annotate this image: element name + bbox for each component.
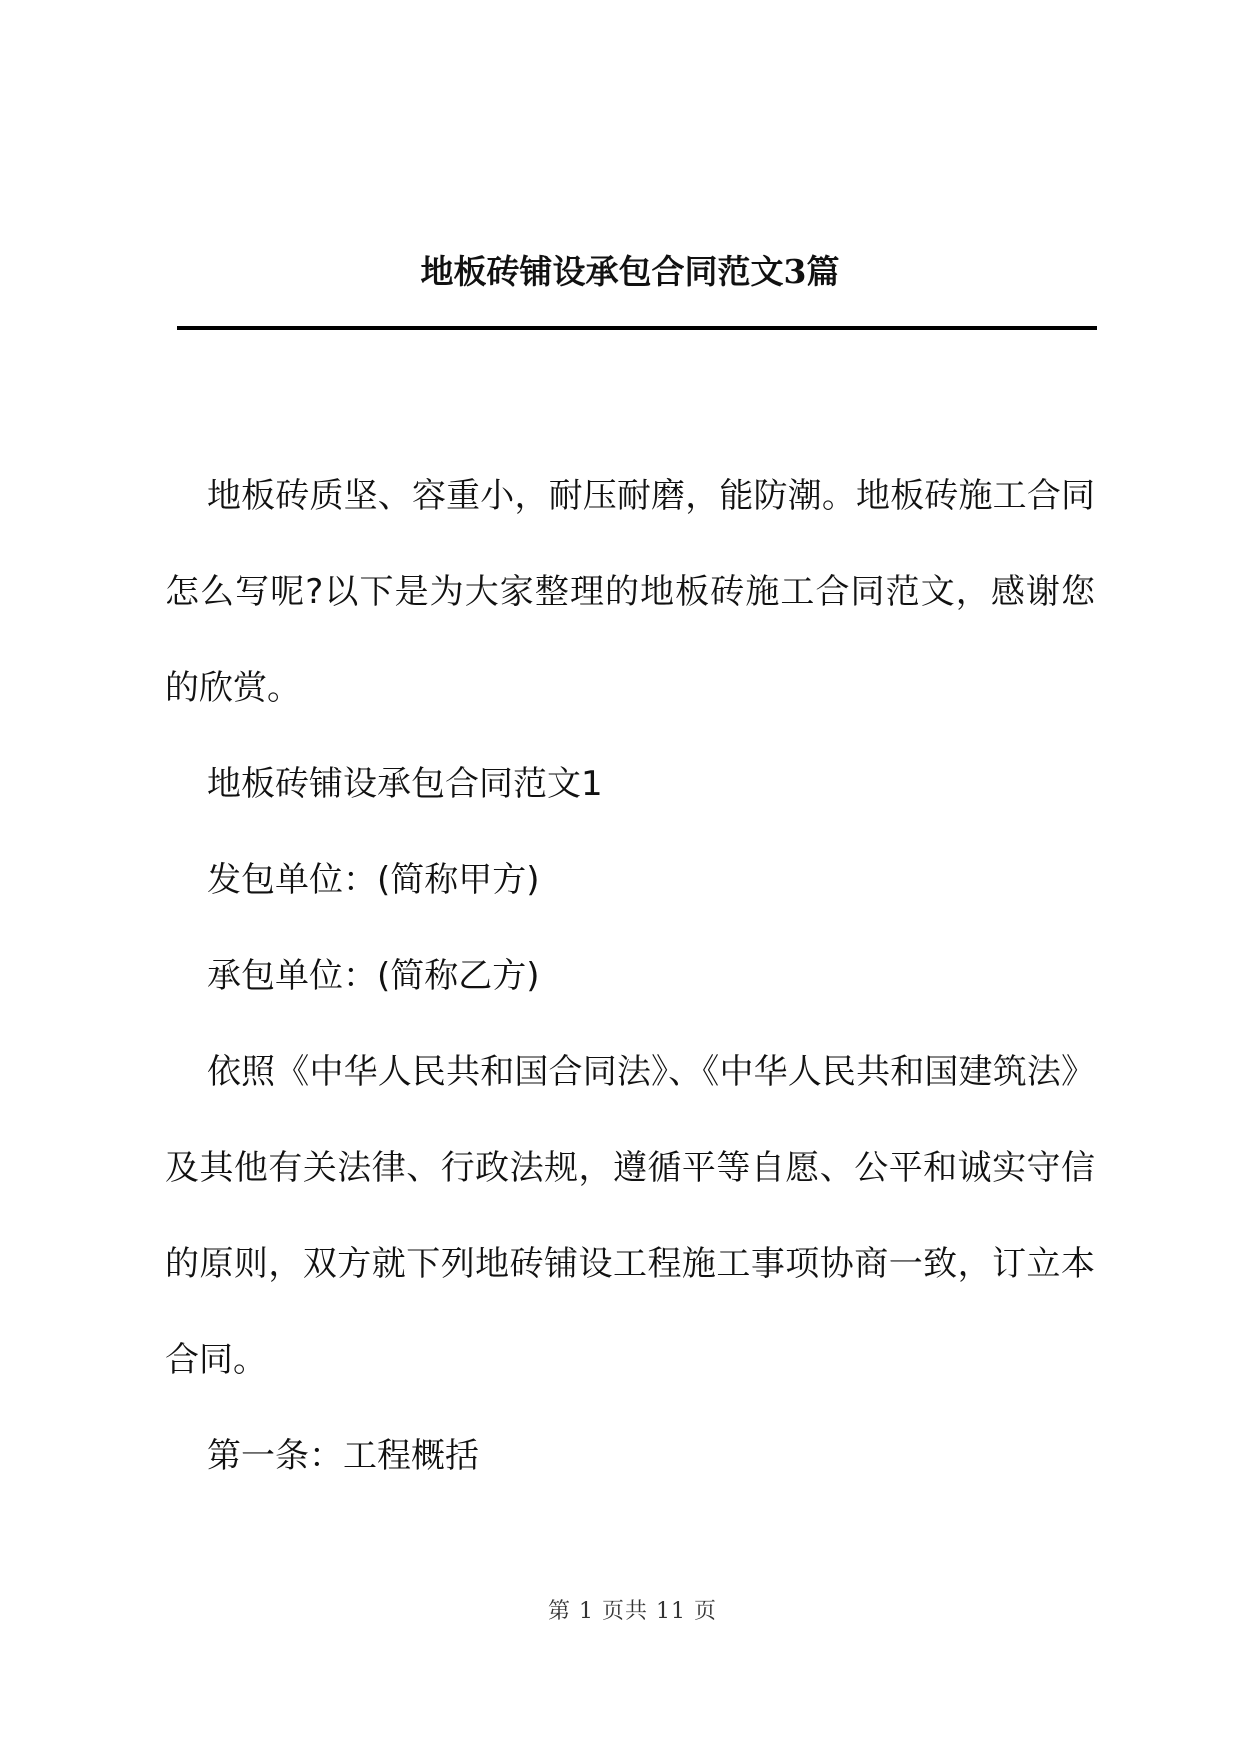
footer-suffix: 页	[694, 1599, 718, 1624]
party-a-line: 发包单位：(简称甲方)	[207, 860, 540, 900]
article-one-heading: 第一条：工程概括	[207, 1436, 479, 1476]
intro-paragraph: 地板砖质坚、容重小，耐压耐磨，能防潮。地板砖施工合同怎么写呢?以下是为大家整理的地板砖施工合同范文，感谢您的欣赏。	[165, 476, 1095, 708]
legal-basis-paragraph: 依照《中华人民共和国合同法》、《中华人民共和国建筑法》及其他有关法律、行政法规，遵循平等自愿、公平和诚实守信的原则，双方就下列地砖铺设工程施工事项协商一致，订立本合同。	[165, 1052, 1095, 1380]
document-body	[165, 448, 1095, 1504]
footer-mid: 页共	[601, 1599, 648, 1624]
party-b-line: 承包单位：(简称乙方)	[207, 956, 540, 996]
title-underline-rule	[177, 326, 1097, 330]
page-number-footer	[0, 1594, 1240, 1625]
footer-current-page: 1	[578, 1599, 594, 1624]
footer-total-pages: 11	[656, 1599, 686, 1624]
section-heading: 地板砖铺设承包合同范文1	[207, 764, 603, 804]
footer-prefix: 第	[547, 1599, 571, 1624]
document-title: 地板砖铺设承包合同范文3篇	[420, 252, 840, 291]
